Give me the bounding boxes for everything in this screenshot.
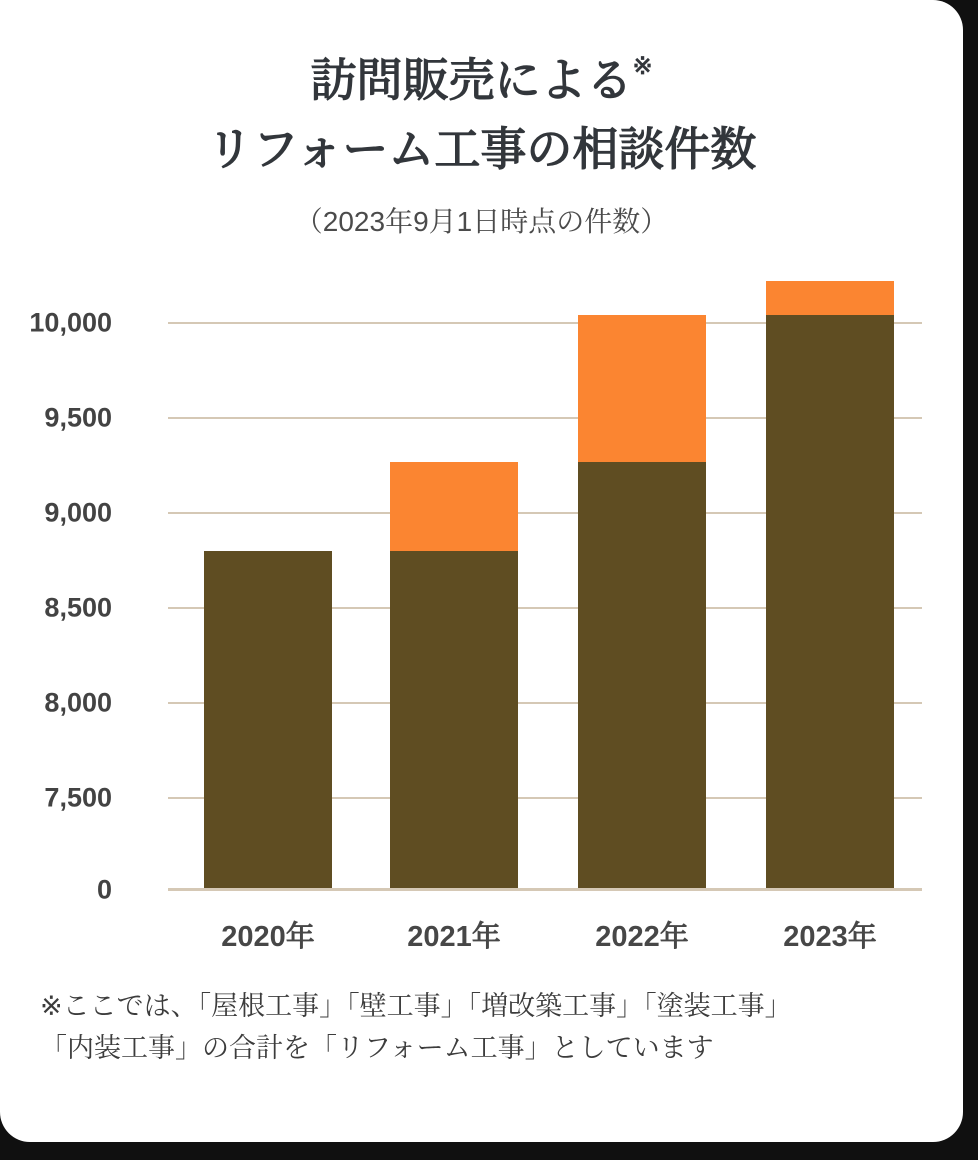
bar-2022年-orange-segment [578, 315, 706, 461]
x-axis-label-2020年: 2020年 [221, 921, 315, 953]
footnote-marker-icon: ※ [632, 51, 653, 80]
y-axis-label-8000: 8,000 [44, 687, 112, 718]
y-axis-label-9500: 9,500 [44, 402, 112, 433]
y-axis-label-7500: 7,500 [44, 782, 112, 813]
x-axis-line [168, 888, 922, 891]
footnote-line1: ※ここでは、「屋根工事」「壁工事」「増改築工事」「塗装工事」 [40, 991, 792, 1021]
bar-2021年-orange-segment [390, 462, 518, 551]
bar-2023年-brown-segment [766, 315, 894, 891]
chart-title-line2: リフォーム工事の相談件数 [206, 122, 757, 176]
bar-2020年-brown-segment [204, 551, 332, 891]
chart-title-line1: 訪問販売による [310, 53, 633, 107]
y-axis-label-10000: 10,000 [29, 307, 112, 338]
bar-2023年-orange-segment [766, 281, 894, 315]
y-axis-label-9000: 9,000 [44, 497, 112, 528]
x-axis-label-2022年: 2022年 [595, 921, 689, 953]
y-axis-label-8500: 8,500 [44, 592, 112, 623]
y-axis-label-0: 0 [96, 874, 112, 905]
footnote-line2: 「内装工事」の合計を「リフォーム工事」としています [40, 1032, 714, 1063]
chart-footnote [40, 986, 940, 1070]
bar-2022年-brown-segment [578, 462, 706, 891]
x-axis-label-2023年: 2023年 [783, 921, 877, 953]
chart-subtitle: （2023年9月1日時点の件数） [294, 206, 669, 237]
x-axis-label-2021年: 2021年 [407, 921, 501, 953]
bar-2021年-brown-segment [390, 551, 518, 891]
